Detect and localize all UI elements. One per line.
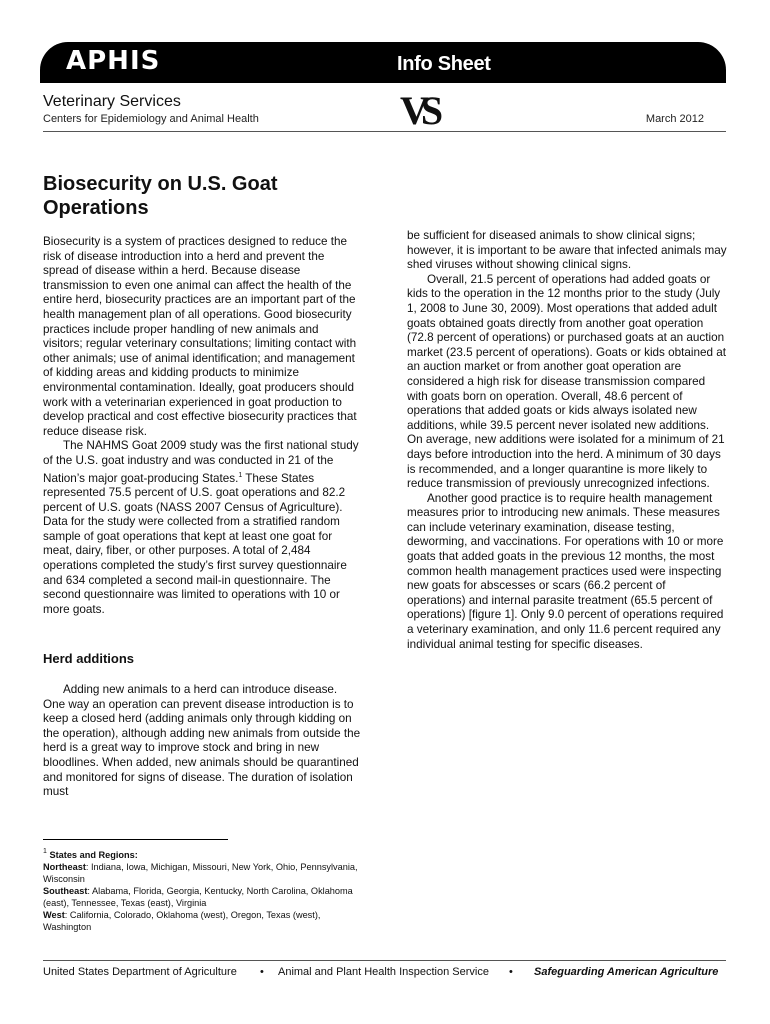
- region-west-states: : California, Colorado, Oklahoma (west), Oregon, Texas (west), Washington: [43, 910, 321, 932]
- document-type: Info Sheet: [397, 53, 491, 75]
- study-paragraph: [43, 439, 361, 617]
- footer-slogan: Safeguarding American Agriculture: [534, 966, 719, 978]
- herd-additions-paragraph: Adding new animals to a herd can introduce disease. One way an operation can prevent disease introduction is to keep a closed herd (adding animals only through kidding on the operation), although adding new animals from outside the herd is a great way to improve stock and bring in new bloodlines. When added, new animals should be quarantined and monitored for signs of disease. The duration of isolation must: [43, 683, 361, 799]
- region-northeast-states: : Indiana, Iowa, Michigan, Missouri, New York, Ohio, Pennsylvania, Wisconsin: [43, 862, 358, 884]
- left-column-lower: [43, 683, 361, 800]
- right-column: [407, 229, 727, 652]
- isolation-paragraph: be sufficient for diseased animals to show clinical signs; however, it is important to be aware that infected animals may shed viruses without showing clinical signs.: [407, 229, 727, 272]
- study-text-before: The NAHMS Goat 2009 study was the first national study of the U.S. goat industry and was conducted in 21 of the Nation’s major goat-producing States.: [43, 439, 359, 485]
- study-text-after: These States represented 75.5 percent of U.S. goat operations and 82.2 percent of U.S. goats (NASS 2007 Census of Agriculture). Data for the study were collected from a stratified random sample of goat operations that kept at least one goat for meat, dairy, fiber, or other purposes. A total of 2,484 operations completed the study’s first survey questionnaire and 634 completed a second mail-in questionnaire. The second questionnaire was limited to operations with 10 or more goats.: [43, 471, 347, 616]
- footer-service: Animal and Plant Health Inspection Service: [278, 966, 489, 978]
- footnote: [43, 846, 363, 933]
- footer-department: United States Department of Agriculture: [43, 966, 237, 978]
- region-west-label: West: [43, 910, 65, 920]
- footnote-divider: [43, 839, 228, 840]
- header-divider: [43, 131, 726, 132]
- region-southeast-states: : Alabama, Florida, Georgia, Kentucky, North Carolina, Oklahoma (east), Tennessee, Texas (east), Virginia: [43, 886, 353, 908]
- region-southeast-label: Southeast: [43, 886, 88, 896]
- agency-name: APHIS: [66, 46, 161, 76]
- footer-divider: [43, 960, 726, 961]
- health-management-paragraph: Another good practice is to require health management measures prior to introducing new animals. These measures can include veterinary examination, disease testing, deworming, and vaccinations. For operations with 10 or more goats that added goats in the previous 12 months, the most common health management practices used were inspecting new goats for abscesses or scars (66.2 percent of operations) and internal parasite treatment (65.5 percent of operations) [figure 1]. Only 9.0 percent of operations required a veterinary examination, and only 11.6 percent required any individual animal testing for specific diseases.: [407, 491, 724, 651]
- region-northeast-label: Northeast: [43, 862, 86, 872]
- left-column: [43, 235, 361, 617]
- footer-bullet: •: [509, 966, 513, 978]
- section-heading-herd-additions: Herd additions: [43, 651, 135, 666]
- publication-date: March 2012: [645, 113, 704, 125]
- additions-stats-paragraph: Overall, 21.5 percent of operations had added goats or kids to the operation in the 12 months prior to the study (July 1, 2008 to June 30, 2009). Most operations that added adult goats obtained goats directly from another goat operation (72.8 percent of operations) or purchased goats at an auction market (23.5 percent of operations). Goats or kids obtained at an auction market or from another goat operation are considered a high risk for disease transmission compared with goats born on operation. Overall, 48.6 percent of operations that added goats or kids always isolated new additions, while 39.5 percent never isolated new additions. On average, new additions were isolated for a minimum of 21 days before introduction into the herd. A minimum of 30 days is recommended, and a longer quarantine is more likely to reduce transmission of previously unrecognized infections.: [407, 272, 726, 491]
- page-title: Biosecurity on U.S. Goat Operations: [43, 173, 278, 219]
- vs-logo: [398, 86, 442, 132]
- vs-logo-text: VS: [400, 88, 436, 132]
- header-banner: [40, 42, 726, 83]
- center-name: Centers for Epidemiology and Animal Health: [43, 113, 259, 125]
- intro-paragraph: Biosecurity is a system of practices designed to reduce the risk of disease introduction into a herd and prevent the spread of disease within a herd. Because disease transmission to even one animal can affect the health of the entire herd, biosecurity practices are an important part of the health management plan of all operations. Good biosecurity practices include proper handling of new animals and visitors; regular veterinary consultations; limiting contact with other animals; use of animal identification; and management of kidding areas and kidding products to minimize environmental contamination. Ideally, goat producers should work with a veterinarian experienced in goat production to develop practical and cost effective biosecurity practices that reduce disease risk.: [43, 235, 357, 438]
- footnote-marker: 1: [43, 848, 47, 855]
- footnote-ref: 1: [238, 471, 243, 479]
- footnote-heading: States and Regions:: [49, 850, 138, 860]
- division-name: Veterinary Services: [43, 93, 181, 110]
- footer-bullet: •: [260, 966, 264, 978]
